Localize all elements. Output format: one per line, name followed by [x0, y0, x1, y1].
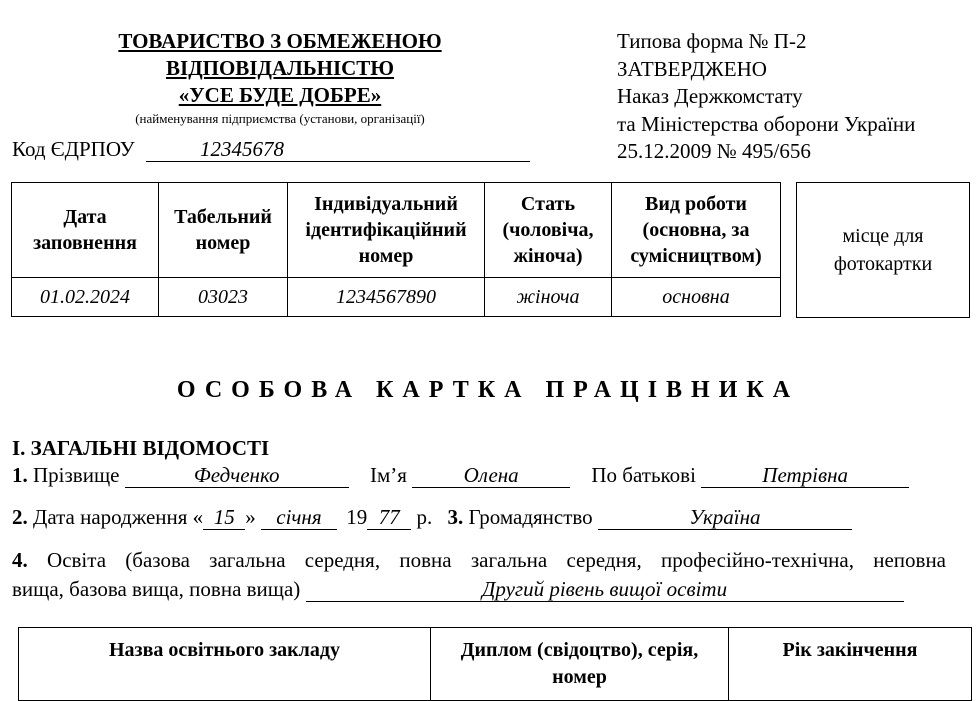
patronymic-label: По батькові — [591, 463, 696, 487]
document-title: ОСОБОВА КАРТКА ПРАЦІВНИКА — [176, 377, 800, 403]
citizenship-label: Громадянство — [468, 505, 593, 529]
edrpou-row — [12, 137, 530, 162]
birth-year-field[interactable]: 77 — [367, 505, 411, 530]
fill-date-cell[interactable]: 01.02.2024 — [12, 278, 159, 317]
order-line-1: Наказ Держкомстату — [617, 84, 803, 108]
education-block — [12, 546, 946, 604]
birth-century: 19 — [346, 505, 368, 529]
approved-label: ЗАТВЕРДЖЕНО — [617, 56, 767, 81]
photo-label: місце для фотокартки — [833, 225, 933, 275]
education-table — [18, 627, 972, 701]
edrpou-value: 12345678 — [199, 137, 284, 161]
education-levels: вища, базова вища, повна вища) — [12, 577, 301, 601]
org-caption: (найменування підприємства (установи, організації) — [135, 111, 425, 126]
header-gender: Стать (чоловіча, жіноча) — [485, 183, 612, 278]
gender-cell[interactable]: жіноча — [485, 278, 612, 317]
table-header-row — [12, 183, 781, 278]
section-heading: І. ЗАГАЛЬНІ ВІДОМОСТІ — [12, 436, 270, 460]
edrpou-label: Код ЄДРПОУ — [12, 137, 135, 161]
form-number: Типова форма № П-2 — [617, 29, 807, 53]
education-field[interactable] — [306, 577, 904, 602]
header-graduation-year: Рік закінчення — [729, 628, 972, 701]
education-value: Другий рівень вищої освіти — [481, 577, 728, 601]
surname-label: Прізвище — [33, 463, 120, 487]
header-fill-date: Дата заповнення — [12, 183, 159, 278]
birth-month-field[interactable]: січня — [261, 505, 337, 530]
tax-id-cell[interactable]: 1234567890 — [288, 278, 485, 317]
employee-info-table — [11, 182, 781, 317]
education-description: Освіта (базова загальна середня, повна загальна середня, професійно-технічна, неповна — [47, 548, 947, 572]
header-tax-id: Індивідуальний ідентифікаційний номер — [288, 183, 485, 278]
table-header-row — [19, 628, 972, 701]
birth-day-field[interactable]: 15 — [203, 505, 245, 530]
patronymic-field[interactable]: Петрівна — [701, 463, 909, 488]
header-institution: Назва освітнього закладу — [19, 628, 431, 701]
birth-year-suffix: р. — [416, 505, 433, 529]
birth-date-label: Дата народження « — [33, 505, 204, 529]
table-row — [12, 278, 781, 317]
surname-field[interactable]: Федченко — [125, 463, 349, 488]
header-diploma: Диплом (свідоцтво), серія, номер — [431, 628, 729, 701]
order-line-2: та Міністерства оборони України — [617, 111, 916, 136]
org-name-line-3: «УСЕ БУДЕ ДОБРЕ» — [178, 83, 382, 107]
tab-number-cell[interactable]: 03023 — [159, 278, 288, 317]
org-name-line-2: ВІДПОВІДАЛЬНІСТЮ — [166, 56, 394, 80]
header-tab-number: Табельний номер — [159, 183, 288, 278]
citizenship-field[interactable]: Україна — [598, 505, 852, 530]
education-text-line-2 — [12, 575, 946, 604]
org-name-line-1: ТОВАРИСТВО З ОБМЕЖЕНОЮ — [118, 29, 442, 53]
first-name-field[interactable]: Олена — [412, 463, 570, 488]
header-work-type: Вид роботи (основна, за сумісництвом) — [612, 183, 781, 278]
item-number: 1. — [12, 463, 28, 487]
birth-quote: » — [245, 505, 256, 529]
work-type-cell[interactable]: основна — [612, 278, 781, 317]
order-date: 25.12.2009 № 495/656 — [617, 139, 811, 163]
photo-placeholder — [796, 182, 970, 318]
birth-row — [12, 505, 852, 530]
first-name-label: Ім’я — [369, 463, 407, 487]
item-number: 2. — [12, 505, 28, 529]
edrpou-field[interactable] — [146, 137, 530, 162]
item-number: 4. — [12, 548, 28, 572]
form-approval-block — [617, 28, 915, 166]
education-text-line-1 — [12, 546, 946, 575]
item-number: 3. — [447, 505, 464, 529]
name-row — [12, 463, 909, 488]
